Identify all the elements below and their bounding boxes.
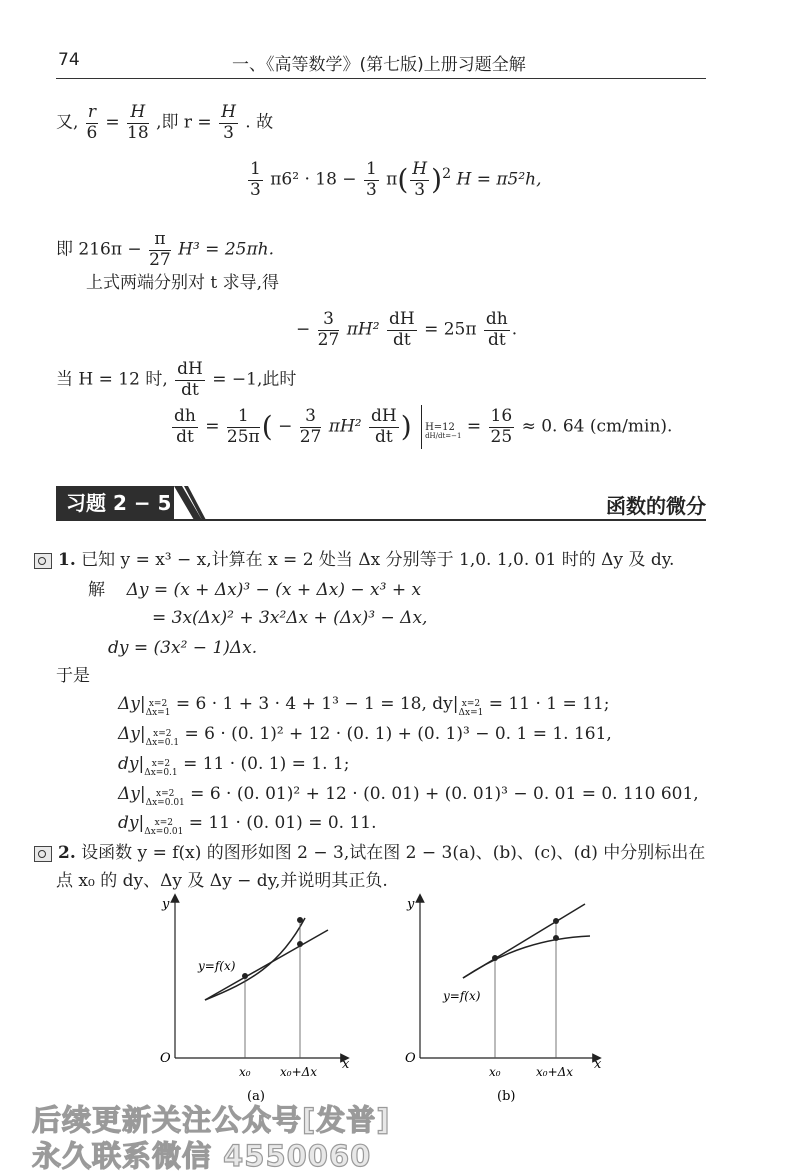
origin-label: O: [160, 1051, 171, 1066]
hence-label: 于是: [56, 666, 90, 686]
running-header-title: 一、《高等数学》(第七版)上册习题全解: [232, 55, 526, 75]
magnifier-icon: [34, 846, 52, 862]
section-stripes: [172, 486, 208, 521]
solution-line-3: dy = (3x² − 1)Δx.: [108, 638, 258, 658]
page-number: 74: [58, 50, 80, 70]
x0dx-label: x₀+Δx: [280, 1065, 318, 1079]
result-equation: $\frac{dh}{dt}$ = $\frac{1}{25\pi}$ ( − $\frac{3}{27}$ πH² $\frac{dH}{dt}$ ) H=12 dH/dt=−1 = $\frac{16}{25}$ ≈ 0. 64 (cm/min).: [170, 405, 672, 449]
watermark-line-1: 后续更新关注公众号[发普]: [32, 1103, 391, 1137]
x-label: x: [594, 1057, 602, 1072]
result-row-2: Δy| x=2 Δx=0.1 = 6 · (0. 1)² + 12 · (0. 1) + (0. 1)³ − 0. 1 = 1. 161,: [118, 724, 612, 748]
figure-b: [395, 890, 615, 1110]
y-label: y: [407, 897, 415, 912]
figure-a: [150, 890, 370, 1110]
point-x0: [492, 955, 498, 961]
ratio-line: 又, $\frac{r}{6}$ = $\frac{H}{18}$ ,即 r = $\frac{H}{3}$ . 故: [56, 102, 274, 143]
result-row-3: dy| x=2 Δx=0.1 = 11 · (0. 1) = 1. 1;: [118, 754, 350, 778]
function-label: y=f(x): [443, 989, 481, 1003]
section-topic: 函数的微分: [606, 494, 706, 518]
header-rule: [56, 78, 706, 79]
point-tangent: [297, 941, 303, 947]
question-1: 1. 已知 y = x³ − x,计算在 x = 2 处当 Δx 分别等于 1,0. 1,0. 01 时的 Δy 及 dy.: [34, 552, 674, 569]
derivative-instruction: 上式两端分别对 t 求导,得: [86, 273, 280, 293]
function-label: y=f(x): [198, 959, 236, 973]
point-tangent: [553, 918, 559, 924]
tangent-line: [463, 904, 585, 978]
curve: [463, 936, 590, 978]
condition-line: 当 H = 12 时, $\frac{dH}{dt}$ = −1,此时: [56, 359, 297, 400]
question-2: 2. 设函数 y = f(x) 的图形如图 2 − 3,试在图 2 − 3(a)、(b)、(c)、(d) 中分别标出在: [34, 845, 705, 862]
magnifier-icon: [34, 553, 52, 569]
x-label: x: [342, 1057, 350, 1072]
simplified-equation: 即 216π − $\frac{\pi}{27}$ H³ = 25πh.: [56, 229, 274, 270]
y-label: y: [162, 897, 170, 912]
derivative-equation: − $\frac{3}{27}$ πH² $\frac{dH}{dt}$ = 25π $\frac{dh}{dt}$ .: [296, 309, 518, 350]
point-x0: [242, 973, 248, 979]
section-label: 习题 2 − 5: [56, 486, 174, 520]
x0dx-label: x₀+Δx: [536, 1065, 574, 1079]
x0-label: x₀: [239, 1065, 251, 1079]
origin-label: O: [405, 1051, 416, 1066]
x0-label: x₀: [489, 1065, 501, 1079]
watermark-line-2: 永久联系微信 4550060: [32, 1139, 372, 1173]
solution-line-2: = 3x(Δx)² + 3x²Δx + (Δx)³ − Δx,: [152, 608, 428, 628]
question-2-line-2: 点 x₀ 的 dy、Δy 及 Δy − dy,并说明其正负.: [56, 871, 388, 891]
volume-equation: $\frac{1}{3}$ π6² · 18 − $\frac{1}{3}$ π( $\frac{H}{3}$ )$^2$ H = π5²h,: [250, 159, 542, 200]
figure-caption: (b): [497, 1089, 516, 1104]
solution-line-1: 解 Δy = (x + Δx)³ − (x + Δx) − x³ + x: [88, 580, 422, 600]
result-row-1: Δy| x=2 Δx=1 = 6 · 1 + 3 · 4 + 1³ − 1 = 18, dy| x=2 Δx=1 = 11 · 1 = 11;: [118, 694, 610, 718]
result-row-4: Δy| x=2 Δx=0.01 = 6 · (0. 01)² + 12 · (0. 01) + (0. 01)³ − 0. 01 = 0. 110 601,: [118, 784, 699, 808]
point-curve: [297, 917, 303, 923]
point-curve: [553, 935, 559, 941]
figure-caption: (a): [247, 1089, 265, 1104]
result-row-5: dy| x=2 Δx=0.01 = 11 · (0. 01) = 0. 11.: [118, 813, 377, 837]
